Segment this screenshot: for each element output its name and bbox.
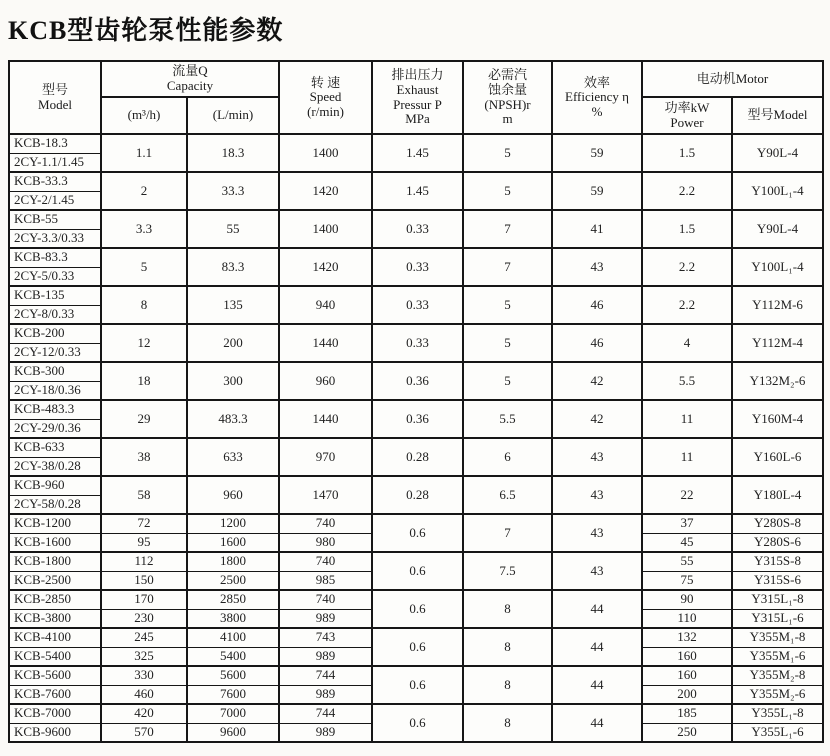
col-header-efficiency — [552, 61, 642, 134]
capacity-m3h-cell: 230 — [101, 609, 187, 628]
motor-power-cell: 110 — [642, 609, 732, 628]
npsh-cell: 5.5 — [463, 400, 552, 438]
speed-cell: 744 — [279, 666, 372, 685]
pressure-cell: 0.6 — [372, 552, 463, 590]
speed-cell: 960 — [279, 362, 372, 400]
pump-model-kcb-cell: KCB-483.3 — [9, 400, 101, 419]
capacity-lmin-cell: 5600 — [187, 666, 279, 685]
efficiency-cell: 43 — [552, 248, 642, 286]
efficiency-cell: 44 — [552, 590, 642, 628]
col-header-pressure-en1: Exhaust — [396, 81, 439, 97]
pump-spec-table — [8, 60, 824, 743]
pressure-cell: 1.45 — [372, 134, 463, 172]
col-header-motor-model-label: 型号Model — [747, 107, 808, 123]
efficiency-cell: 46 — [552, 286, 642, 324]
motor-power-cell: 11 — [642, 438, 732, 476]
pressure-cell: 0.6 — [372, 514, 463, 552]
pump-model-cell: KCB-1600 — [9, 533, 101, 552]
npsh-cell: 8 — [463, 666, 552, 704]
efficiency-cell: 46 — [552, 324, 642, 362]
col-header-pressure — [372, 61, 463, 134]
npsh-cell: 8 — [463, 704, 552, 742]
pressure-cell: 0.33 — [372, 210, 463, 248]
pump-model-kcb-cell: KCB-135 — [9, 286, 101, 305]
col-header-motor-power-zh: 功率kW — [664, 99, 710, 115]
col-header-motor-power — [642, 97, 732, 134]
pump-model-kcb-cell: KCB-960 — [9, 476, 101, 495]
efficiency-cell: 43 — [552, 438, 642, 476]
npsh-cell: 7 — [463, 514, 552, 552]
capacity-lmin-cell: 33.3 — [187, 172, 279, 210]
pressure-cell: 0.33 — [372, 286, 463, 324]
motor-power-cell: 22 — [642, 476, 732, 514]
motor-model-cell: Y315L₁-8 — [732, 590, 823, 609]
speed-cell: 1440 — [279, 324, 372, 362]
table-row — [9, 438, 823, 457]
motor-power-cell: 132 — [642, 628, 732, 647]
motor-power-cell: 250 — [642, 723, 732, 742]
speed-cell: 1400 — [279, 210, 372, 248]
motor-power-cell: 5.5 — [642, 362, 732, 400]
table-row — [9, 552, 823, 571]
col-header-unit-m3h-label: (m³/h) — [127, 107, 161, 123]
motor-power-cell: 200 — [642, 685, 732, 704]
speed-cell: 743 — [279, 628, 372, 647]
capacity-m3h-cell: 2 — [101, 172, 187, 210]
efficiency-cell: 44 — [552, 666, 642, 704]
page-title: KCB型齿轮泵性能参数 — [8, 16, 284, 45]
pump-model-kcb-cell: KCB-33.3 — [9, 172, 101, 191]
col-header-npsh-unit: m — [502, 111, 513, 127]
pump-model-cell: KCB-5400 — [9, 647, 101, 666]
pump-model-2cy-cell: 2CY-1.1/1.45 — [9, 153, 101, 172]
capacity-m3h-cell: 95 — [101, 533, 187, 552]
capacity-m3h-cell: 330 — [101, 666, 187, 685]
pressure-cell: 0.33 — [372, 324, 463, 362]
table-row — [9, 362, 823, 381]
npsh-cell: 8 — [463, 590, 552, 628]
capacity-m3h-cell: 170 — [101, 590, 187, 609]
motor-model-cell: Y315S-8 — [732, 552, 823, 571]
table-row — [9, 248, 823, 267]
capacity-m3h-cell: 112 — [101, 552, 187, 571]
motor-model-cell: Y315L₁-6 — [732, 609, 823, 628]
npsh-cell: 5 — [463, 286, 552, 324]
capacity-lmin-cell: 2500 — [187, 571, 279, 590]
npsh-cell: 7 — [463, 248, 552, 286]
table-row — [9, 590, 823, 609]
capacity-lmin-cell: 7600 — [187, 685, 279, 704]
efficiency-cell: 43 — [552, 476, 642, 514]
capacity-m3h-cell: 38 — [101, 438, 187, 476]
efficiency-cell: 41 — [552, 210, 642, 248]
npsh-cell: 5 — [463, 172, 552, 210]
motor-model-cell: Y280S-6 — [732, 533, 823, 552]
capacity-m3h-cell: 58 — [101, 476, 187, 514]
motor-model-cell: Y112M-4 — [732, 324, 823, 362]
col-header-model-zh: 型号 — [41, 81, 68, 97]
npsh-cell: 5 — [463, 134, 552, 172]
capacity-lmin-cell: 200 — [187, 324, 279, 362]
efficiency-cell: 59 — [552, 134, 642, 172]
pump-model-cell: KCB-3800 — [9, 609, 101, 628]
capacity-lmin-cell: 135 — [187, 286, 279, 324]
pressure-cell: 0.36 — [372, 362, 463, 400]
col-header-efficiency-en: Efficiency η — [565, 89, 629, 105]
pump-model-cell: KCB-7000 — [9, 704, 101, 723]
capacity-lmin-cell: 1600 — [187, 533, 279, 552]
col-header-model-en: Model — [38, 96, 72, 112]
capacity-lmin-cell: 9600 — [187, 723, 279, 742]
npsh-cell: 7.5 — [463, 552, 552, 590]
table-row — [9, 324, 823, 343]
pump-model-2cy-cell: 2CY-3.3/0.33 — [9, 229, 101, 248]
table-header — [9, 61, 823, 134]
col-header-motor-power-en: Power — [670, 114, 704, 130]
col-header-unit-lmin-label: (L/min) — [212, 107, 254, 123]
pressure-cell: 0.6 — [372, 666, 463, 704]
table-row — [9, 286, 823, 305]
capacity-m3h-cell: 5 — [101, 248, 187, 286]
motor-power-cell: 37 — [642, 514, 732, 533]
col-header-speed-unit: (r/min) — [307, 103, 344, 119]
speed-cell: 985 — [279, 571, 372, 590]
motor-model-cell: Y112M-6 — [732, 286, 823, 324]
motor-power-cell: 160 — [642, 647, 732, 666]
pressure-cell: 0.6 — [372, 704, 463, 742]
pump-model-2cy-cell: 2CY-38/0.28 — [9, 457, 101, 476]
motor-power-cell: 2.2 — [642, 286, 732, 324]
motor-model-cell: Y160M-4 — [732, 400, 823, 438]
speed-cell: 744 — [279, 704, 372, 723]
pump-model-cell: KCB-7600 — [9, 685, 101, 704]
pump-model-kcb-cell: KCB-55 — [9, 210, 101, 229]
motor-model-cell: Y132M₂-6 — [732, 362, 823, 400]
efficiency-cell: 43 — [552, 552, 642, 590]
capacity-lmin-cell: 7000 — [187, 704, 279, 723]
motor-power-cell: 11 — [642, 400, 732, 438]
table-row — [9, 476, 823, 495]
speed-cell: 1440 — [279, 400, 372, 438]
capacity-m3h-cell: 150 — [101, 571, 187, 590]
pump-model-2cy-cell: 2CY-2/1.45 — [9, 191, 101, 210]
table-row — [9, 628, 823, 647]
motor-model-cell: Y160L-6 — [732, 438, 823, 476]
speed-cell: 1420 — [279, 248, 372, 286]
speed-cell: 1470 — [279, 476, 372, 514]
speed-cell: 970 — [279, 438, 372, 476]
motor-power-cell: 4 — [642, 324, 732, 362]
col-header-npsh-zh1: 必需汽 — [487, 67, 527, 83]
speed-cell: 1400 — [279, 134, 372, 172]
capacity-m3h-cell: 29 — [101, 400, 187, 438]
pressure-cell: 0.6 — [372, 590, 463, 628]
pump-model-kcb-cell: KCB-18.3 — [9, 134, 101, 153]
speed-cell: 740 — [279, 514, 372, 533]
capacity-m3h-cell: 420 — [101, 704, 187, 723]
motor-model-cell: Y100L₁-4 — [732, 172, 823, 210]
efficiency-cell: 42 — [552, 400, 642, 438]
col-header-model — [9, 61, 101, 134]
pump-model-kcb-cell: KCB-83.3 — [9, 248, 101, 267]
capacity-m3h-cell: 72 — [101, 514, 187, 533]
col-header-efficiency-unit: % — [591, 103, 603, 119]
capacity-m3h-cell: 8 — [101, 286, 187, 324]
pressure-cell: 0.6 — [372, 628, 463, 666]
npsh-cell: 5 — [463, 324, 552, 362]
efficiency-cell: 59 — [552, 172, 642, 210]
capacity-lmin-cell: 1200 — [187, 514, 279, 533]
npsh-cell: 8 — [463, 628, 552, 666]
speed-cell: 989 — [279, 609, 372, 628]
speed-cell: 989 — [279, 685, 372, 704]
speed-cell: 989 — [279, 647, 372, 666]
motor-model-cell: Y180L-4 — [732, 476, 823, 514]
npsh-cell: 6.5 — [463, 476, 552, 514]
motor-model-cell: Y355L₁-8 — [732, 704, 823, 723]
col-header-unit-m3h — [101, 97, 187, 134]
speed-cell: 1420 — [279, 172, 372, 210]
pump-model-cell: KCB-2500 — [9, 571, 101, 590]
motor-power-cell: 160 — [642, 666, 732, 685]
motor-power-cell: 90 — [642, 590, 732, 609]
efficiency-cell: 43 — [552, 514, 642, 552]
capacity-lmin-cell: 633 — [187, 438, 279, 476]
capacity-m3h-cell: 3.3 — [101, 210, 187, 248]
capacity-m3h-cell: 460 — [101, 685, 187, 704]
motor-power-cell: 1.5 — [642, 134, 732, 172]
table-row — [9, 210, 823, 229]
col-header-npsh-zh2: 蚀余量 — [487, 81, 527, 97]
col-header-npsh-en: (NPSH)r — [484, 96, 531, 112]
capacity-m3h-cell: 1.1 — [101, 134, 187, 172]
pump-model-cell: KCB-1200 — [9, 514, 101, 533]
speed-cell: 989 — [279, 723, 372, 742]
pressure-cell: 0.28 — [372, 438, 463, 476]
motor-power-cell: 185 — [642, 704, 732, 723]
col-header-motor-label: 电动机Motor — [696, 70, 769, 86]
efficiency-cell: 44 — [552, 628, 642, 666]
capacity-m3h-cell: 325 — [101, 647, 187, 666]
capacity-lmin-cell: 300 — [187, 362, 279, 400]
pump-model-2cy-cell: 2CY-29/0.36 — [9, 419, 101, 438]
pressure-cell: 0.36 — [372, 400, 463, 438]
npsh-cell: 7 — [463, 210, 552, 248]
table-body — [9, 134, 823, 742]
speed-cell: 940 — [279, 286, 372, 324]
motor-model-cell: Y90L-4 — [732, 134, 823, 172]
npsh-cell: 5 — [463, 362, 552, 400]
capacity-lmin-cell: 1800 — [187, 552, 279, 571]
col-header-pressure-en2: Pressur P — [393, 96, 442, 112]
motor-power-cell: 75 — [642, 571, 732, 590]
capacity-lmin-cell: 55 — [187, 210, 279, 248]
motor-model-cell: Y280S-8 — [732, 514, 823, 533]
pump-model-kcb-cell: KCB-300 — [9, 362, 101, 381]
speed-cell: 980 — [279, 533, 372, 552]
pump-model-cell: KCB-1800 — [9, 552, 101, 571]
col-header-unit-lmin — [187, 97, 279, 134]
col-header-speed-zh: 转 速 — [310, 74, 341, 90]
motor-model-cell: Y355M₂-6 — [732, 685, 823, 704]
capacity-lmin-cell: 483.3 — [187, 400, 279, 438]
pump-model-cell: KCB-2850 — [9, 590, 101, 609]
capacity-lmin-cell: 5400 — [187, 647, 279, 666]
table-row — [9, 666, 823, 685]
capacity-lmin-cell: 2850 — [187, 590, 279, 609]
pump-model-2cy-cell: 2CY-8/0.33 — [9, 305, 101, 324]
col-header-pressure-unit: MPa — [405, 111, 430, 127]
speed-cell: 740 — [279, 552, 372, 571]
col-header-capacity-en: Capacity — [166, 78, 214, 93]
speed-cell: 740 — [279, 590, 372, 609]
table-row — [9, 400, 823, 419]
col-header-capacity — [101, 61, 279, 97]
capacity-lmin-cell: 4100 — [187, 628, 279, 647]
pump-model-2cy-cell: 2CY-12/0.33 — [9, 343, 101, 362]
motor-model-cell: Y355M₁-8 — [732, 628, 823, 647]
motor-model-cell: Y355L₁-6 — [732, 723, 823, 742]
capacity-lmin-cell: 960 — [187, 476, 279, 514]
table-row — [9, 704, 823, 723]
pressure-cell: 0.28 — [372, 476, 463, 514]
col-header-npsh — [463, 61, 552, 134]
pump-model-2cy-cell: 2CY-5/0.33 — [9, 267, 101, 286]
motor-power-cell: 45 — [642, 533, 732, 552]
col-header-motor — [642, 61, 823, 97]
npsh-cell: 6 — [463, 438, 552, 476]
efficiency-cell: 42 — [552, 362, 642, 400]
table-row — [9, 134, 823, 153]
capacity-lmin-cell: 83.3 — [187, 248, 279, 286]
col-header-speed — [279, 61, 372, 134]
pump-model-cell: KCB-5600 — [9, 666, 101, 685]
motor-power-cell: 2.2 — [642, 172, 732, 210]
capacity-lmin-cell: 3800 — [187, 609, 279, 628]
efficiency-cell: 44 — [552, 704, 642, 742]
pump-model-2cy-cell: 2CY-18/0.36 — [9, 381, 101, 400]
motor-power-cell: 55 — [642, 552, 732, 571]
col-header-efficiency-zh: 效率 — [583, 74, 610, 90]
capacity-m3h-cell: 12 — [101, 324, 187, 362]
motor-model-cell: Y355M₁-6 — [732, 647, 823, 666]
table-row — [9, 172, 823, 191]
motor-model-cell: Y90L-4 — [732, 210, 823, 248]
capacity-m3h-cell: 570 — [101, 723, 187, 742]
motor-model-cell: Y100L₁-4 — [732, 248, 823, 286]
col-header-pressure-zh: 排出压力 — [391, 67, 444, 83]
motor-power-cell: 1.5 — [642, 210, 732, 248]
capacity-lmin-cell: 18.3 — [187, 134, 279, 172]
capacity-m3h-cell: 18 — [101, 362, 187, 400]
motor-model-cell: Y315S-6 — [732, 571, 823, 590]
col-header-speed-en: Speed — [309, 89, 342, 105]
pump-model-cell: KCB-4100 — [9, 628, 101, 647]
col-header-motor-model — [732, 97, 823, 134]
motor-power-cell: 2.2 — [642, 248, 732, 286]
motor-model-cell: Y355M₂-8 — [732, 666, 823, 685]
capacity-m3h-cell: 245 — [101, 628, 187, 647]
pressure-cell: 0.33 — [372, 248, 463, 286]
pressure-cell: 1.45 — [372, 172, 463, 210]
table-row — [9, 514, 823, 533]
col-header-capacity-zh: 流量Q — [172, 63, 208, 79]
pump-model-2cy-cell: 2CY-58/0.28 — [9, 495, 101, 514]
pump-model-kcb-cell: KCB-200 — [9, 324, 101, 343]
pump-model-kcb-cell: KCB-633 — [9, 438, 101, 457]
pump-model-cell: KCB-9600 — [9, 723, 101, 742]
